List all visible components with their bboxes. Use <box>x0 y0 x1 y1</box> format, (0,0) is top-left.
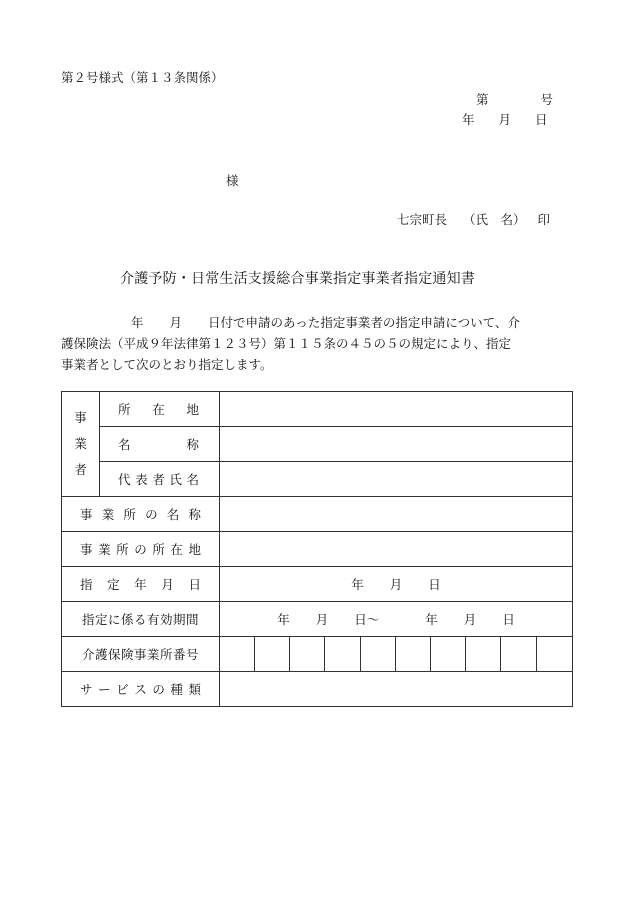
label-designation-date: 指定年月日 <box>62 567 220 602</box>
group-char-2: 業 <box>74 436 87 451</box>
issuer-seal: 印 <box>537 212 551 227</box>
office-number-digit-1[interactable] <box>220 637 255 672</box>
value-validity-period[interactable] <box>220 602 573 637</box>
addressee-honorific: 様 <box>226 173 239 188</box>
office-number-digit-7[interactable] <box>431 637 466 672</box>
label-office-address: 事業所の所在地 <box>62 532 220 567</box>
label-address: 所在地 <box>100 392 220 427</box>
end-month: 月 <box>463 612 477 627</box>
office-number-digit-4[interactable] <box>325 637 361 672</box>
issuer <box>397 210 550 228</box>
body-line-2: 護保険法（平成９年法律第１２３号）第１１５条の４５の５の規定により、指定 <box>61 336 512 351</box>
office-number-digit-8[interactable] <box>466 637 501 672</box>
value-designation-date[interactable] <box>220 567 573 602</box>
form-number: 第２号様式（第１３条関係） <box>61 70 224 85</box>
body-year: 年 <box>131 315 144 330</box>
designation-day: 日 <box>428 577 441 592</box>
group-char-1: 事 <box>74 410 87 425</box>
body-line-1 <box>61 312 561 333</box>
start-year: 年 <box>277 612 290 627</box>
office-number-digit-6[interactable] <box>396 637 431 672</box>
body-month: 月 <box>169 315 183 330</box>
value-address[interactable] <box>220 392 573 427</box>
end-day: 日 <box>502 612 515 627</box>
document-number <box>476 90 553 108</box>
body-text <box>61 312 561 375</box>
value-office-address[interactable] <box>220 532 573 567</box>
issuer-title: 七宗町長 <box>397 212 448 227</box>
label-office-number: 介護保険事業所番号 <box>62 637 220 672</box>
designation-year: 年 <box>351 577 364 592</box>
document-title: 介護予防・日常生活支援総合事業指定事業者指定通知書 <box>120 271 475 287</box>
date-month: 月 <box>498 112 512 127</box>
label-name: 名称 <box>100 427 220 462</box>
office-number-digit-5[interactable] <box>361 637 396 672</box>
value-name[interactable] <box>220 427 573 462</box>
doc-number-prefix: 第 <box>476 92 489 107</box>
value-office-name[interactable] <box>220 497 573 532</box>
doc-number-suffix: 号 <box>540 92 554 107</box>
date-year: 年 <box>462 112 475 127</box>
label-validity-period: 指定に係る有効期間 <box>62 602 220 637</box>
label-representative: 代表者氏名 <box>100 462 220 497</box>
office-number-digit-10[interactable] <box>537 637 573 672</box>
body-line-3: 事業者として次のとおり指定します。 <box>61 357 273 372</box>
designation-month: 月 <box>389 577 403 592</box>
office-number-digit-9[interactable] <box>501 637 537 672</box>
end-year: 年 <box>425 612 438 627</box>
label-service-type: サービスの種類 <box>62 672 220 707</box>
document-date <box>462 110 548 128</box>
body-line-1-rest: 日付で申請のあった指定事業者の指定申請について、介 <box>208 315 520 330</box>
value-representative[interactable] <box>220 462 573 497</box>
period-separator: ～ <box>366 612 380 627</box>
office-number-digit-3[interactable] <box>290 637 325 672</box>
start-day: 日 <box>354 612 367 627</box>
date-day: 日 <box>535 112 548 127</box>
label-office-name: 事業所の名称 <box>62 497 220 532</box>
start-month: 月 <box>315 612 329 627</box>
operator-group-label <box>62 392 100 497</box>
value-service-type[interactable] <box>220 672 573 707</box>
group-char-3: 者 <box>74 462 87 477</box>
office-number-digit-2[interactable] <box>255 637 290 672</box>
designation-table <box>61 391 573 707</box>
issuer-name: （氏 名） <box>463 212 526 227</box>
